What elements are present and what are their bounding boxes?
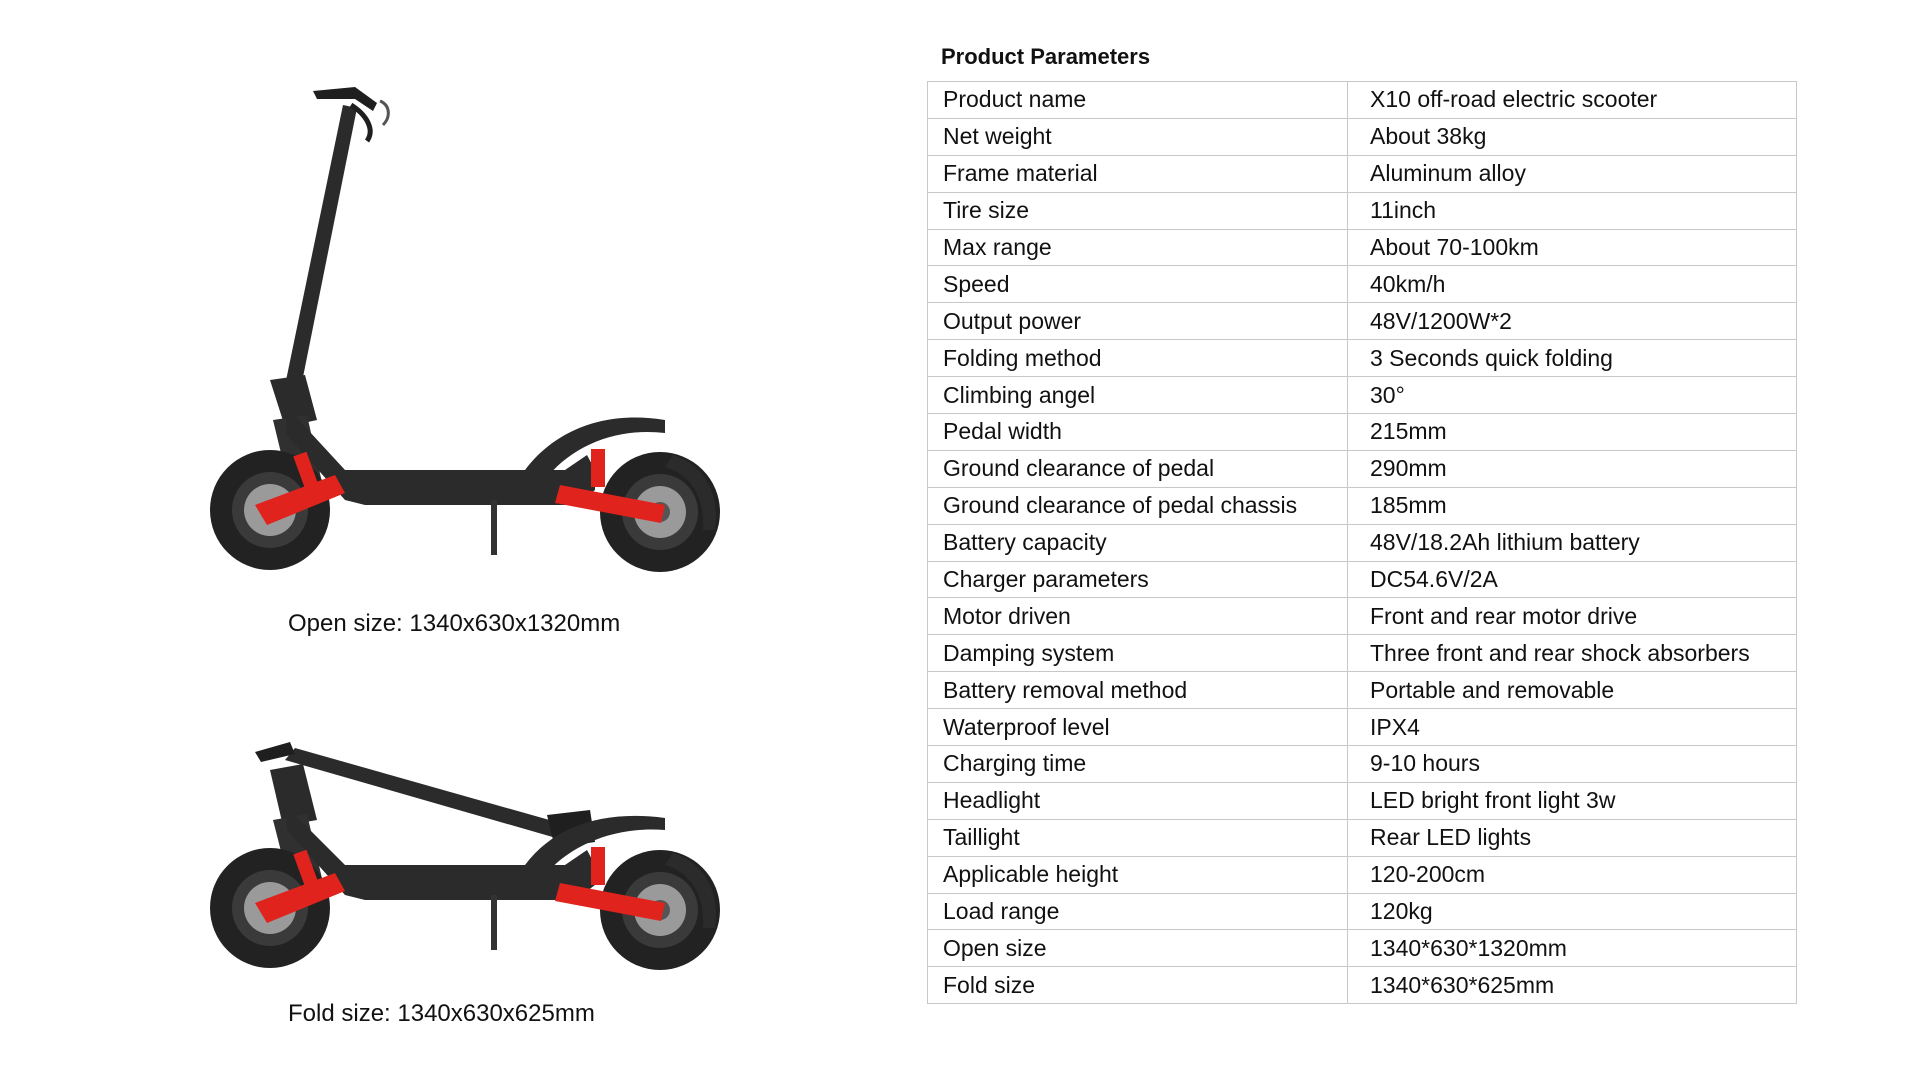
parameter-row (928, 819, 1797, 856)
parameter-value: 9-10 hours (1348, 746, 1797, 783)
parameter-row (928, 893, 1797, 930)
parameter-row (928, 782, 1797, 819)
parameter-label: Climbing angel (928, 377, 1348, 414)
parameter-value: IPX4 (1348, 709, 1797, 746)
parameter-label: Battery capacity (928, 524, 1348, 561)
parameter-value: 30° (1348, 377, 1797, 414)
parameter-value: Three front and rear shock absorbers (1348, 635, 1797, 672)
parameter-row (928, 524, 1797, 561)
open-size-caption: Open size: 1340x630x1320mm (288, 610, 621, 637)
parameter-value: 120-200cm (1348, 856, 1797, 893)
parameter-label: Load range (928, 893, 1348, 930)
parameter-label: Speed (928, 266, 1348, 303)
parameter-row (928, 340, 1797, 377)
parameter-row (928, 377, 1797, 414)
parameter-label: Headlight (928, 782, 1348, 819)
parameter-row (928, 266, 1797, 303)
parameter-label: Charger parameters (928, 561, 1348, 598)
parameter-row (928, 82, 1797, 119)
parameter-label: Product name (928, 82, 1348, 119)
parameter-row (928, 672, 1797, 709)
parameter-label: Charging time (928, 746, 1348, 783)
parameter-row (928, 930, 1797, 967)
parameter-value: 1340*630*1320mm (1348, 930, 1797, 967)
parameter-value: About 70-100km (1348, 229, 1797, 266)
parameter-row (928, 709, 1797, 746)
parameter-row (928, 414, 1797, 451)
parameter-label: Tire size (928, 192, 1348, 229)
parameter-value: 290mm (1348, 450, 1797, 487)
parameter-value: 3 Seconds quick folding (1348, 340, 1797, 377)
parameter-label: Ground clearance of pedal (928, 450, 1348, 487)
parameter-label: Folding method (928, 340, 1348, 377)
parameters-table (927, 81, 1797, 1004)
parameter-value: 40km/h (1348, 266, 1797, 303)
parameter-value: Aluminum alloy (1348, 155, 1797, 192)
parameter-value: X10 off-road electric scooter (1348, 82, 1797, 119)
parameter-label: Frame material (928, 155, 1348, 192)
parameter-label: Ground clearance of pedal chassis (928, 487, 1348, 524)
parameter-row (928, 450, 1797, 487)
parameter-row (928, 303, 1797, 340)
parameter-label: Applicable height (928, 856, 1348, 893)
parameter-row (928, 635, 1797, 672)
parameter-value: 215mm (1348, 414, 1797, 451)
fold-size-caption: Fold size: 1340x630x625mm (288, 1000, 595, 1027)
parameter-label: Waterproof level (928, 709, 1348, 746)
parameter-row (928, 856, 1797, 893)
parameter-row (928, 192, 1797, 229)
parameter-value: About 38kg (1348, 118, 1797, 155)
parameter-label: Damping system (928, 635, 1348, 672)
parameter-value: Rear LED lights (1348, 819, 1797, 856)
open-scooter-image (195, 75, 735, 585)
parameter-row (928, 746, 1797, 783)
parameter-label: Net weight (928, 118, 1348, 155)
parameter-label: Open size (928, 930, 1348, 967)
parameter-row (928, 118, 1797, 155)
parameters-title: Product Parameters (941, 44, 1151, 69)
parameter-value: LED bright front light 3w (1348, 782, 1797, 819)
open-scooter-illustration (195, 75, 735, 585)
parameter-label: Pedal width (928, 414, 1348, 451)
parameter-label: Taillight (928, 819, 1348, 856)
parameter-label: Motor driven (928, 598, 1348, 635)
parameter-row (928, 487, 1797, 524)
parameter-row (928, 155, 1797, 192)
parameter-row (928, 561, 1797, 598)
folded-scooter-image (195, 730, 735, 985)
parameter-row (928, 967, 1797, 1004)
parameter-value: 120kg (1348, 893, 1797, 930)
parameter-row (928, 229, 1797, 266)
parameter-label: Fold size (928, 967, 1348, 1004)
parameter-label: Max range (928, 229, 1348, 266)
parameter-value: DC54.6V/2A (1348, 561, 1797, 598)
parameter-row (928, 598, 1797, 635)
parameter-value: Front and rear motor drive (1348, 598, 1797, 635)
parameter-value: 48V/18.2Ah lithium battery (1348, 524, 1797, 561)
folded-scooter-illustration (195, 730, 735, 985)
parameter-value: 185mm (1348, 487, 1797, 524)
parameter-label: Battery removal method (928, 672, 1348, 709)
parameter-value: 48V/1200W*2 (1348, 303, 1797, 340)
parameter-value: 1340*630*625mm (1348, 967, 1797, 1004)
parameter-value: Portable and removable (1348, 672, 1797, 709)
parameter-value: 11inch (1348, 192, 1797, 229)
parameter-label: Output power (928, 303, 1348, 340)
